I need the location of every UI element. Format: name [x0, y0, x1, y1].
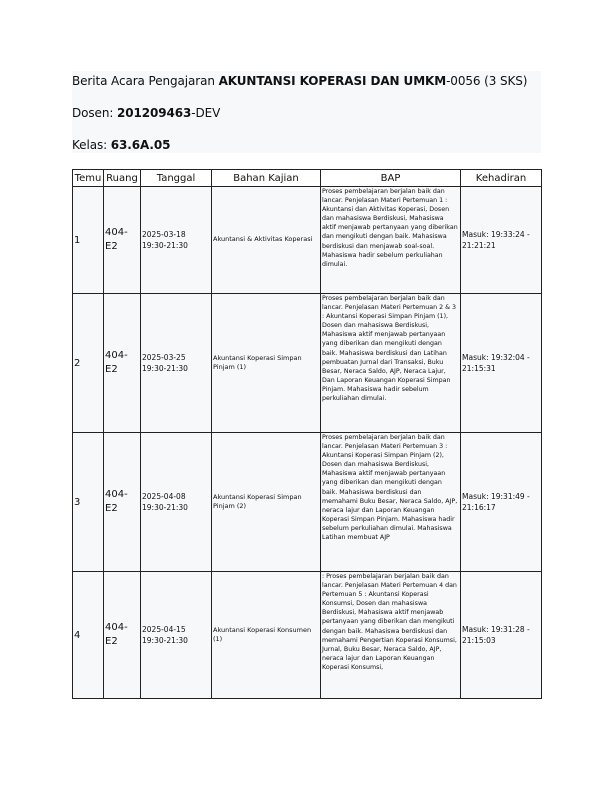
- tanggal-cell: [141, 572, 212, 699]
- header-temu: Temu: [73, 170, 104, 187]
- bap-cell: Proses pembelajaran berjalan baik dan lancar. Penjelasan Materi Pertemuan 2 & 3 : Akuntansi Koperasi Simpan Pinjam (1), Dosen dan mahasiswa Berdiskusi, Mahasiswa aktif menjawab pertanyaan yang diberikan dan mengikuti dengan baik. Mahasiswa berdiskusi dan Latihan pembuatan Jurnal dari Transaksi, Buku Besar, Neraca Saldo, AJP, Neraca Lajur, Dan Laporan Keuangan Koperasi Simpan Pinjam. Mahasiswa hadir sebelum perkuliahan dimulai.: [321, 294, 461, 433]
- header-bahan-kajian: Bahan Kajian: [212, 170, 321, 187]
- temu-cell: 1: [73, 187, 104, 294]
- kelas-line: [72, 138, 170, 152]
- bap-cell: Proses pembelajaran berjalan baik dan lancar. Penjelasan Materi Pertemuan 3 : Akuntansi Koperasi Simpan Pinjam (2), Dosen dan mahasiswa Berdiskusi, Mahasiswa aktif menjawab pertanyaan yang diberikan dan mengikuti dengan baik. Mahasiswa berdiskusi dan memahami Buku Besar, Neraca Saldo, AJP, neraca lajur dan Laporan Keuangan Koperasi Simpan Pinjam. Mahasiswa hadir sebelum perkuliahan dimulai. Mahasiswa Latihan membuat AJP: [321, 433, 461, 572]
- header-kehadiran: Kehadiran: [461, 170, 542, 187]
- kehadiran-cell: Masuk: 19:33:24 - 21:21:21: [461, 187, 542, 294]
- course-line: [72, 74, 527, 88]
- tanggal-time: 19:30-21:30: [142, 636, 188, 645]
- header-tanggal: Tanggal: [141, 170, 212, 187]
- table-row: [73, 187, 542, 294]
- tanggal-cell: [141, 294, 212, 433]
- tanggal-time: 19:30-21:30: [142, 241, 188, 250]
- tanggal-time: 19:30-21:30: [142, 364, 188, 373]
- tanggal-cell: [141, 187, 212, 294]
- bap-table: [72, 169, 542, 699]
- header-ruang: Ruang: [104, 170, 141, 187]
- temu-cell: 2: [73, 294, 104, 433]
- ruang-cell: 404-E2: [104, 294, 141, 433]
- ruang-cell: 404-E2: [104, 572, 141, 699]
- dosen-line: [72, 106, 220, 120]
- dosen-id: 201209463: [116, 106, 192, 120]
- header-bap: BAP: [321, 170, 461, 187]
- ruang-cell: 404-E2: [104, 433, 141, 572]
- dosen-label: Dosen:: [72, 106, 117, 120]
- bap-cell: Proses pembelajaran berjalan baik dan lancar. Penjelasan Materi Pertemuan 1 : Akuntansi dan Aktivitas Koperasi, Dosen dan mahasiswa Berdiskusi, Mahasiswa aktif menjawab pertanyaan yang diberikan dan mengikuti dengan baik. Mahasiswa berdiskusi dan menjawab soal-soal. Mahasiswa hadir sebelum perkuliahan dimulai.: [321, 187, 461, 294]
- kehadiran-cell: Masuk: 19:32:04 - 21:15:31: [461, 294, 542, 433]
- table-row: [73, 572, 542, 699]
- temu-cell: 3: [73, 433, 104, 572]
- dosen-suffix: -DEV: [191, 106, 221, 120]
- kelas-label: Kelas:: [72, 138, 111, 152]
- title-prefix: Berita Acara Pengajaran: [72, 74, 219, 88]
- kehadiran-cell: Masuk: 19:31:49 - 21:16:17: [461, 433, 542, 572]
- tanggal-cell: [141, 433, 212, 572]
- table-row: [73, 294, 542, 433]
- tanggal-date: 2025-03-25: [142, 353, 186, 362]
- bahan-cell: Akuntansi & Aktivitas Koperasi: [212, 187, 321, 294]
- course-suffix: -0056 (3 SKS): [446, 74, 528, 88]
- tanggal-date: 2025-04-15: [142, 625, 186, 634]
- bahan-cell: Akuntansi Koperasi Simpan Pinjam (2): [212, 433, 321, 572]
- table-header-row: [73, 170, 542, 187]
- temu-cell: 4: [73, 572, 104, 699]
- tanggal-time: 19:30-21:30: [142, 503, 188, 512]
- kelas-value: 63.6A.05: [110, 138, 171, 152]
- course-name: AKUNTANSI KOPERASI DAN UMKM: [218, 74, 447, 88]
- bahan-cell: Akuntansi Koperasi Konsumen (1): [212, 572, 321, 699]
- ruang-cell: 404-E2: [104, 187, 141, 294]
- tanggal-date: 2025-03-18: [142, 230, 186, 239]
- bahan-cell: Akuntansi Koperasi Simpan Pinjam (1): [212, 294, 321, 433]
- tanggal-date: 2025-04-08: [142, 492, 186, 501]
- document-header: [72, 71, 541, 153]
- bap-cell: : Proses pembelajaran berjalan baik dan lancar. Penjelasan Materi Pertemuan 4 dan Pertemuan 5 : Akuntansi Koperasi Konsumsi, Dosen dan mahasiswa Berdiskusi, Mahasiswa aktif menjawab pertanyaan yang diberikan dan mengikuti dengan baik. Mahasiswa berdiskusi dan memahami Pengertian Koperasi Konsumsi, Jurnal, Buku Besar, Neraca Saldo, AJP, neraca lajur dan Laporan Keuangan Koperasi Konsumsi,: [321, 572, 461, 699]
- table-row: [73, 433, 542, 572]
- kehadiran-cell: Masuk: 19:31:28 - 21:15:03: [461, 572, 542, 699]
